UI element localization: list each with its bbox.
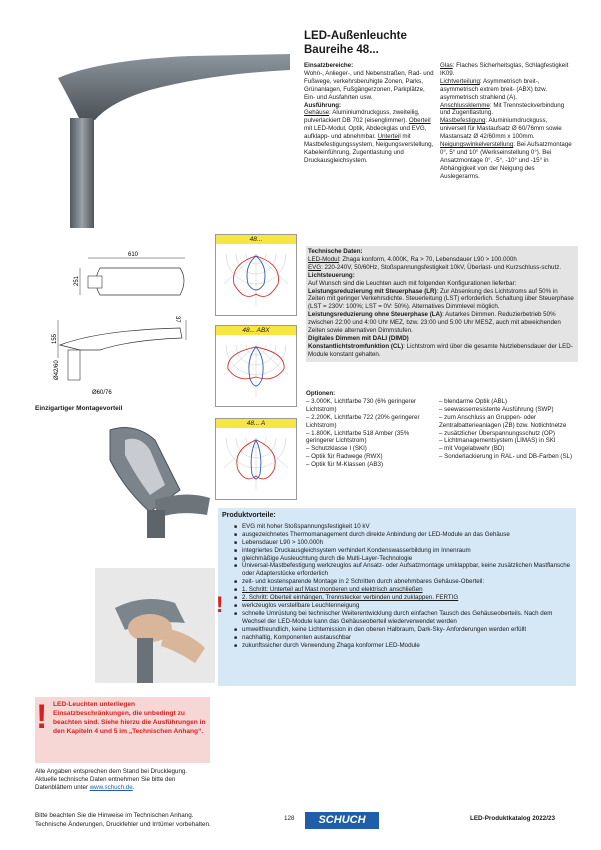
la-text: [308, 311, 576, 335]
product-title: [304, 29, 584, 57]
graph-1-label: 48...: [216, 235, 296, 244]
la-label: Leistungsreduzierung ohne Steuerphase (LA): [308, 311, 443, 319]
optionen-heading: Optionen:: [306, 390, 336, 397]
warning-note: [35, 768, 210, 792]
anschluss-value: : Mit Trennsteckverbindung und Zugentlastung.: [440, 101, 565, 117]
optionen-right-list: [435, 398, 574, 469]
lr-text: [308, 288, 576, 312]
einsatzbereiche-text: Wohn-, Anlieger-, und Nebenstraßen, Rad- und Fußwege, verkehrsberuhigte Zonen, Parks, Grünanlagen, Fußgängerzonen, Parkplätze, Ein- und Ausfahrten usw.: [304, 69, 434, 101]
option-item: – Optik für M-Klassen (AB3): [306, 461, 384, 469]
glas-label: Glas: [440, 62, 453, 69]
vorteil-subitem: ■ 1. Schritt: Unterteil auf Mast montieren und elektrisch anschließen: [242, 586, 572, 594]
open-luminaire-photo: [95, 420, 215, 538]
gehaeuse-label: Gehäuse: [304, 109, 330, 117]
mastbefestigung-text: [440, 117, 572, 141]
option-item: – Schutzklasse I (SKI): [306, 445, 367, 453]
tech-heading: Technische Daten:: [308, 248, 363, 255]
unterteil-label: Untertei: [377, 133, 400, 141]
vorteil-item: ■ ausgezeichnetes Thermomanagement durch direkte Anbindung der LED-Module an das Gehäuse: [242, 531, 572, 539]
lichtverteilung-value: : Asymmetrisch breit-, asymmetrisch extrem breit- (ABX) bzw. asymmetrisch strahlend (A).: [440, 77, 547, 101]
vorteil-subitem: ■ 2. Schritt: Oberteil einhängen, Trennstecker verbinden und zuklappen. FERTIG: [242, 594, 572, 602]
option-item: – blendarme Optik (ABL): [439, 397, 508, 405]
neigung-value: : Bei Aufsatzmontage 0°, 5° und 10° (Werkseinstellung 0°). Bei Ansatzmontage 0°, -5°, -10° und -15° in Abhängigkeit von der Neigung des Auslegerarms.: [440, 141, 572, 180]
dim-155: 155: [52, 333, 58, 344]
vorteil-item: ■ integriertes Druckausgleichsystem verhindert Kondenswasserbildung im Innenraum: [242, 547, 572, 555]
optionen-section: [306, 390, 574, 469]
option-item: – mit Vogelabwehr (BD): [439, 445, 505, 453]
light-distribution-graph-3: [215, 418, 297, 500]
evg-value: : 220-240V, 50/60Hz, Stoßspannungsfestigkeit 10kV, Überlast- und Kurzschluss-schutz.: [321, 263, 562, 271]
footer-left: [35, 811, 275, 829]
schuch-website-link[interactable]: www.schuch.de: [89, 783, 133, 791]
vorteil-item: ■ schnelle Umrüstung bei technischer Weiterentwicklung durch einfachen Tausch des Gehäuseoberteils. Nach dem Wechsel der LED-Module kann das Gehäuseoberteil wiederverwendet werden: [242, 610, 572, 626]
graph-3-label: 48... A: [216, 419, 296, 428]
glas-text: [440, 62, 572, 78]
vorteil-item: ■ umweltfreundlich, keine Lichtemission in den oberen Halbraum, Dark-Sky- Anforderungen werden erfüllt: [242, 626, 572, 634]
mastbefestigung-value: : Aluminiumdruckguss, universell für Mastaufsatz Ø 60/76mm sowie Mastansatz Ø 42/60mm x 100mm.: [440, 117, 562, 141]
dim-42-60: Ø42/60: [54, 360, 60, 380]
luminaire-photo: [40, 40, 290, 230]
light-distribution-graph-2: [215, 325, 297, 407]
catalog-name: LED-Produktkatalog 2022/23: [470, 815, 556, 822]
footer-note-2: Technische Änderungen, Druckfehler und Irrtümer vorbehalten.: [35, 821, 211, 828]
title-line-2: Baureihe 48...: [304, 44, 379, 56]
anschluss-text: [440, 102, 572, 118]
dim-60-76: Ø60/76: [92, 390, 112, 396]
warning-exclamation-icon: !: [36, 698, 48, 736]
option-item: – zusätzlicher Überspannungsschutz (OP): [439, 429, 555, 437]
technical-data-box: [306, 246, 578, 362]
einsatzbereiche-heading: Einsatzbereiche:: [304, 62, 354, 69]
option-item: – 2.200K, Lichtfarbe 722 (20% geringerer Lichtstrom): [306, 413, 420, 429]
oberteil-label: Oberteil: [408, 117, 431, 125]
mounting-photo: [95, 568, 215, 683]
vorteil-item: ■ Lebensdauer L90 > 100.000h: [242, 539, 572, 547]
drawing-caption: Einzigartiger Montagevorteil: [35, 405, 123, 412]
mastbefestigung-label: Mastbefestigung: [440, 117, 486, 125]
lr-label: Leistungsreduzierung mit Steuerphase (LR): [308, 287, 437, 295]
anschluss-label: Anschlussklemme: [440, 101, 490, 109]
evg-label: EVG: [308, 263, 322, 271]
warning-note-text: Alle Angaben entsprechen dem Stand bei Drucklegung. Aktuelle technische Daten entnehmen Sie bitte den Datenblättern unter: [35, 768, 188, 791]
dim-37: 37: [174, 316, 180, 323]
lichtverteilung-label: Lichtverteilung: [440, 77, 480, 85]
gehaeuse-text: : Aluminiumdruckguss, zweiteilig, pulverlackiert DB 702 (eisenglimmer).: [304, 109, 420, 125]
lichtsteuerung-heading: Lichtsteuerung:: [308, 271, 355, 279]
vorteil-item: ■ nachhaltig, Komponenten austauschbar: [242, 634, 572, 642]
led-module-value: : Zhaga konform, 4.000K, Ra > 70, Lebensdauer L90 > 100.000h: [338, 255, 517, 263]
vorteil-item: ■ zukunftssicher durch Verwendung Zhaga konformer LED-Module: [242, 642, 572, 650]
dim-251: 251: [74, 275, 80, 286]
title-line-1: LED-Außenleuchte: [304, 30, 407, 42]
option-item: – seewasserresistente Ausführung (SWP): [439, 405, 554, 413]
graph-2-label: 48... ABX: [216, 326, 296, 335]
dim-610: 610: [128, 252, 139, 258]
dali-text: Digitales Dimmen mit DALI (DIMD): [308, 334, 409, 342]
produktvorteile-box: [218, 508, 576, 686]
led-module-text: [308, 256, 576, 264]
technical-drawing: [40, 250, 190, 400]
description-left-column: [304, 62, 434, 165]
option-item: – 1.800K, Lichtfarbe 518 Amber (35% geringerer Lichtstrom): [306, 429, 410, 445]
optionen-left-list: [306, 398, 435, 469]
lr-value: : Zur Absenkung des Lichtstroms auf 50% in Zeiten mit geringer Verkehrsdichte. Steuerleitung (LST) erforderlich. Schaltung über Steuerphase (LST = 230V: 100%; LST = 0V: 50%). Alternatives Dimmlevel möglich.: [308, 287, 574, 311]
lichtsteuerung-text: Auf Wunsch sind die Leuchten auch mit folgenden Konfigurationen lieferbar:: [308, 279, 517, 287]
light-distribution-graph-1: [215, 234, 297, 316]
glas-value: : Flaches Sicherheitsglas, Schlagfestigkeit IK09.: [440, 62, 569, 77]
description-right-column: [440, 62, 572, 181]
vorteil-item: ■ EVG mit hoher Stoßspannungsfestigkeit 10 kV: [242, 523, 572, 531]
option-item: – Sonderlackierung in RAL- und DB-Farben (SL): [439, 453, 573, 461]
vorteil-item: ■ Universal-Mastbefestigung werkzeuglos auf Ansatz- oder Aufsatzmontage umklappbar, keine zusätzlichen Mastflansche oder Adapterstücke erforderlich: [242, 562, 572, 578]
oberteil-text: mit LED-Modul, Optik, Abdeckglas und EVG, aufklapp- und abnehmbar.: [304, 125, 427, 141]
ausfuehrung-heading: Ausführung:: [304, 101, 342, 109]
lichtverteilung-text: [440, 78, 572, 102]
unterteil-text: l mit Mastbefestigungssystem, Neigungsverstellung, Kabeleinführung, Zugentlastung und Druckausgleichsystem.: [304, 133, 434, 164]
option-item: – zum Anschluss an Gruppen- oder Zentralbatterieanlagen (ZB) bzw. Notlichtnetze: [439, 413, 567, 429]
neigung-label: Neigungswinkelverstellung: [440, 141, 514, 149]
schuch-logo: [305, 812, 379, 829]
schuch-logo-text: SCHUCH: [318, 814, 366, 826]
footer-note-1: Bitte beachten Sie die Hinweise im Technischen Anhang.: [35, 812, 194, 819]
vorteil-item: ■ gleichmäßige Ausleuchtung durch die Multi-Layer-Technologie: [242, 555, 572, 563]
ausfuehrung-text: [304, 109, 434, 164]
option-item: – 3.000K, Lichtfarbe 730 (6% geringerer Lichtstrom): [306, 397, 417, 413]
vorteile-heading: Produktvorteile:: [222, 512, 276, 519]
cl-value: : Lichtstrom wird über die gesamte Nutzlebensdauer der LED-Module konstant gehalten.: [308, 342, 573, 358]
cl-label: Konstantlichtstromfunktion (CL): [308, 342, 404, 350]
la-value: : Autarkes Dimmen. Reduzierbetrieb 50% zwischen 22:00 und 4:00 Uhr MEZ, bzw. 23:00 und 5:00 Uhr MESZ, auch mit abweichenden Zeiten sowie alternativen Dimmstufen.: [308, 311, 561, 335]
warning-text: LED-Leuchten unterliegen Einsatzbeschränkungen, die unbedingt zu beachten sind. Siehe hierzu die Ausführungen in den Kapiteln 4 und 5 im „Technischen Anhang“.: [53, 701, 206, 735]
vorteil-item: ■ zeit- und kostensparende Montage in 2 Schritten durch abnehmbares Gehäuse-Oberteil:: [242, 578, 572, 586]
warning-note-end: .: [132, 783, 135, 791]
warning-exclamation-icon: !: [216, 592, 224, 617]
vorteil-item: ■ werkzeuglos verstellbare Leuchtenneigung: [242, 602, 572, 610]
page-number: 128: [284, 815, 295, 822]
led-module-label: LED-Modul: [308, 255, 339, 263]
vorteile-list: [222, 523, 572, 650]
evg-text: [308, 264, 576, 272]
option-item: – Lichtmanagementsystem (LIMAS) in SKI: [439, 437, 556, 445]
cl-text: [308, 343, 576, 359]
option-item: – Optik für Radwege (RWX): [306, 453, 383, 461]
neigung-text: [440, 141, 572, 181]
